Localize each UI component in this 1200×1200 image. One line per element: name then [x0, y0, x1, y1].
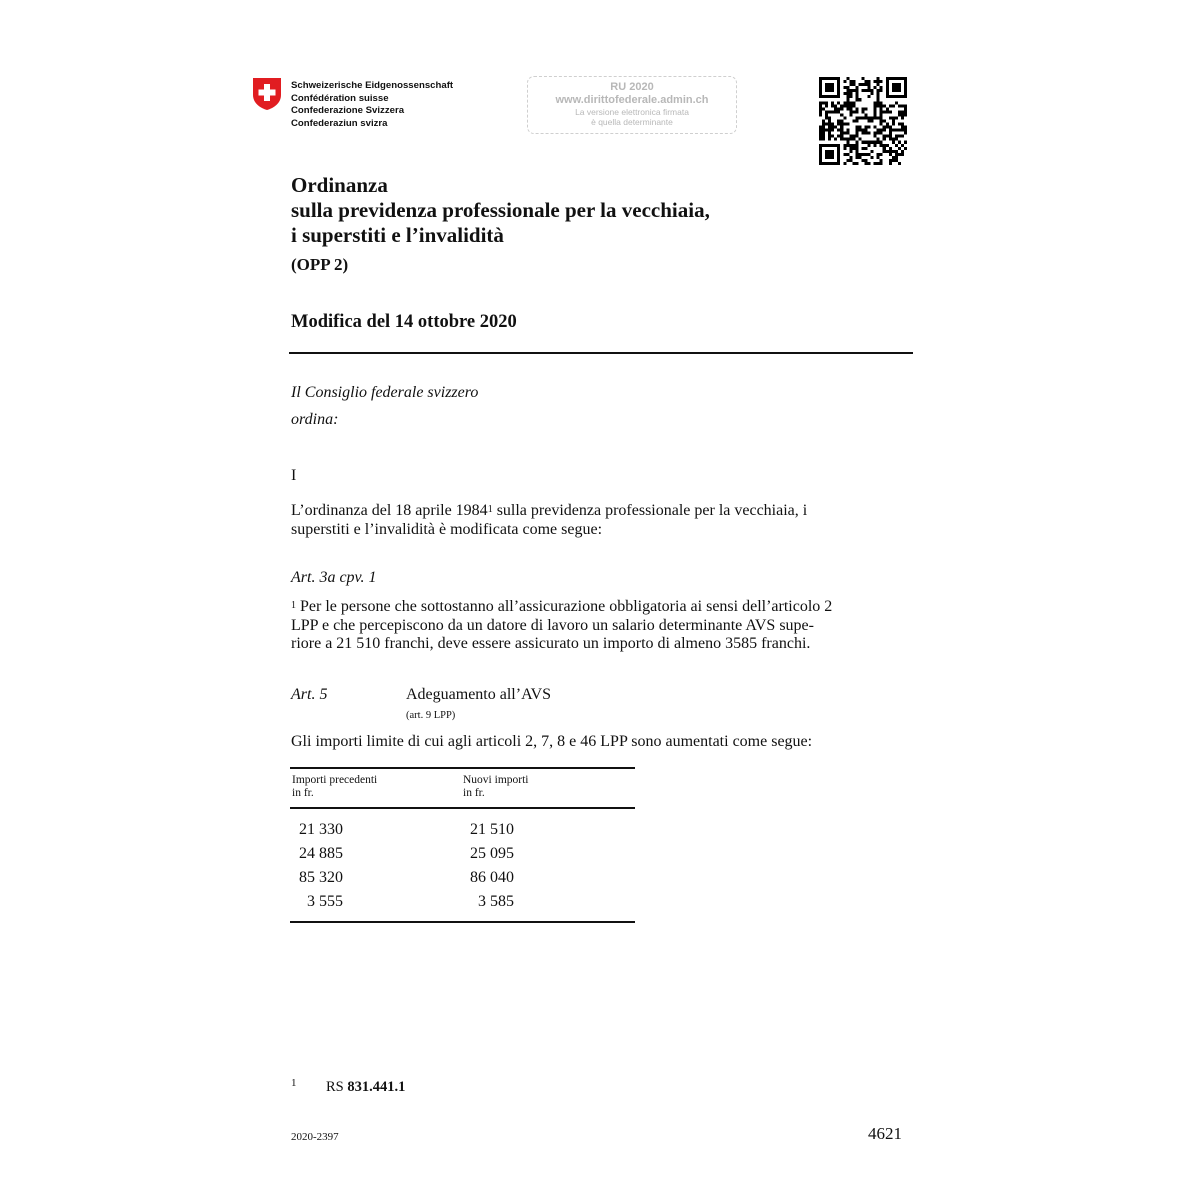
art3a-heading: Art. 3a cpv. 1: [291, 569, 377, 586]
title-line-2: sulla previdenza professionale per la vecchiaia,: [291, 198, 710, 222]
ru-stamp-note-2: è quella determinante: [591, 117, 673, 127]
table-header-new: Nuovi importi in fr.: [463, 774, 529, 799]
ru-stamp: [527, 76, 737, 134]
table-bottom-rule: [290, 921, 635, 923]
table-cell: 21 510: [470, 821, 514, 838]
amendment-date: Modifica del 14 ottobre 2020: [291, 312, 517, 332]
title-abbreviation: (OPP 2): [291, 255, 349, 274]
confederation-line-it: Confederazione Svizzera: [291, 105, 405, 117]
art5-reference: (art. 9 LPP): [406, 710, 456, 721]
ru-stamp-url: www.dirittofederale.admin.ch: [555, 94, 709, 106]
table-cell: 3 555: [307, 893, 343, 910]
art3a-line-1: Per le persone che sottostanno all’assicurazione obbligatoria ai sensi dell’articolo 2: [296, 598, 833, 615]
ru-stamp-note-1: La versione elettronica firmata: [575, 107, 689, 117]
art3a-line-2: LPP e che percepiscono da un datore di lavoro un salario determinante AVS supe-: [291, 616, 814, 634]
footnote-number: 1: [291, 1077, 297, 1089]
document-title: [291, 173, 710, 248]
table-top-rule: [290, 767, 635, 769]
title-line-3: i superstiti e l’invalidità: [291, 223, 504, 247]
table-header-previous: Importi precedenti in fr.: [292, 774, 378, 799]
intro-line-1: L’ordinanza del 18 aprile 1984$^1$ sulla previdenza professionale per la vecchiaia, i: [291, 502, 808, 519]
page-number: 4621: [868, 1124, 902, 1143]
table-cell: 86 040: [470, 869, 514, 886]
confederation-names: [291, 80, 453, 130]
title-line-1: Ordinanza: [291, 173, 388, 197]
table-cell: 21 330: [299, 821, 343, 838]
table-cell: 24 885: [299, 845, 343, 862]
table-cell: 85 320: [299, 869, 343, 886]
table-cell: 25 095: [470, 845, 514, 862]
footnote-text: [326, 1079, 405, 1096]
art5-number: Art. 5: [291, 686, 328, 703]
table-cell: 3 585: [478, 893, 514, 910]
table-header-rule: [290, 807, 635, 809]
qr-code-icon: [819, 77, 907, 165]
footnote-reference-number: 831.441.1: [347, 1079, 406, 1095]
art3a-para-number: 1: [291, 600, 296, 611]
confederation-line-fr: Confédération suisse: [291, 92, 389, 104]
art3a-paragraph: [291, 598, 909, 654]
confederation-line-de: Schweizerische Eidgenossenschaft: [291, 80, 454, 91]
preamble-ordina: ordina:: [291, 411, 339, 428]
document-id: 2020-2397: [291, 1131, 339, 1143]
art5-title: Adeguamento all’AVS: [406, 686, 552, 703]
section-number: I: [291, 467, 297, 484]
confederation-line-rm: Confederaziun svizra: [291, 117, 388, 129]
ru-stamp-edition: RU 2020: [610, 81, 654, 93]
preamble-authority: Il Consiglio federale svizzero: [291, 384, 479, 401]
title-divider: [289, 352, 913, 354]
footnote-prefix: RS: [326, 1079, 344, 1095]
intro-line-2: superstiti e l’invalidità è modificata come segue:: [291, 520, 603, 538]
footnote-reference[interactable]: 1: [487, 504, 493, 515]
intro-paragraph: [291, 502, 909, 539]
swiss-coat-of-arms-icon: [252, 77, 282, 111]
art3a-line-3: riore a 21 510 franchi, deve essere assicurato un importo di almeno 3585 franchi.: [291, 635, 811, 652]
art5-text: Gli importi limite di cui agli articoli 2, 7, 8 e 46 LPP sono aumentati come segue:: [291, 733, 813, 750]
